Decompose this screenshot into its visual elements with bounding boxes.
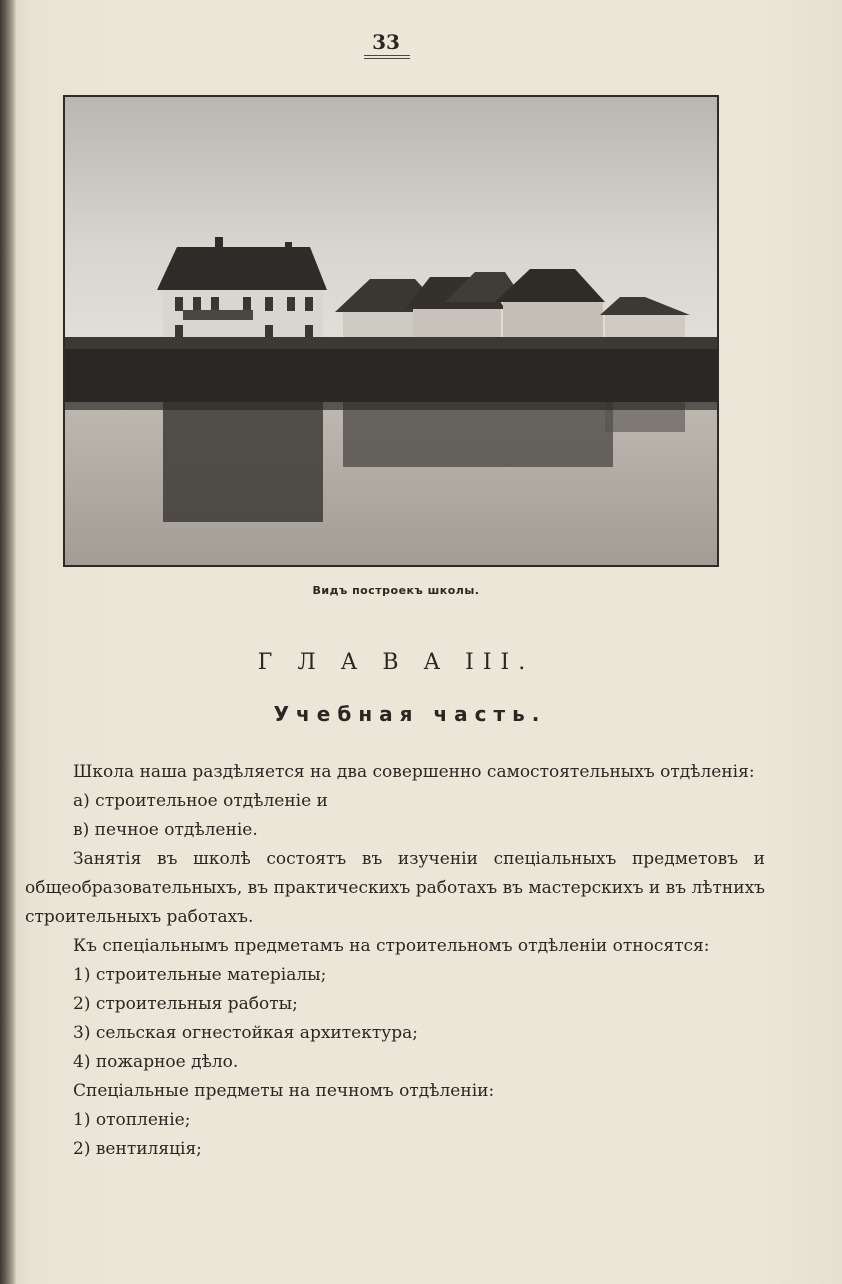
paragraph: Къ спеціальнымъ предметамъ на строительномъ отдѣленіи относятся:: [73, 936, 710, 956]
page-number-rule: [364, 55, 410, 56]
chapter-heading: Г Л А В А III.: [257, 650, 535, 675]
book-spine-shadow: [0, 0, 16, 1284]
list-item: 2) вентиляція;: [73, 1139, 202, 1159]
chapter-title: Учебная часть.: [273, 702, 547, 726]
paragraph: Занятія въ школѣ состоятъ въ изученіи спеціальныхъ предметовъ и общеобразовательныхъ, въ практическихъ работахъ въ мастерскихъ и въ лѣтнихъ строительныхъ работахъ.: [25, 849, 765, 927]
page-number-rule: [364, 58, 410, 59]
list-item: 1) строительные матеріалы;: [73, 965, 327, 985]
list-item: 2) строительныя работы;: [73, 994, 298, 1014]
photo-caption: Видъ построекъ школы.: [312, 584, 480, 597]
list-item: 1) отопленіе;: [73, 1110, 191, 1130]
body-text: [25, 758, 765, 1164]
list-item: в) печное отдѣленіе.: [73, 820, 258, 840]
list-item: а) строительное отдѣленіе и: [73, 791, 328, 811]
list-item: 4) пожарное дѣло.: [73, 1052, 239, 1072]
paragraph: Школа наша раздѣляется на два совершенно самостоятельныхъ отдѣленія:: [73, 762, 755, 782]
paragraph: Спеціальные предметы на печномъ отдѣленіи:: [73, 1081, 495, 1101]
school-buildings-photo: [63, 95, 719, 567]
list-item: 3) сельская огнестойкая архитектура;: [73, 1023, 418, 1043]
photo-illustration: [65, 97, 717, 565]
page-number: 33: [372, 30, 400, 54]
